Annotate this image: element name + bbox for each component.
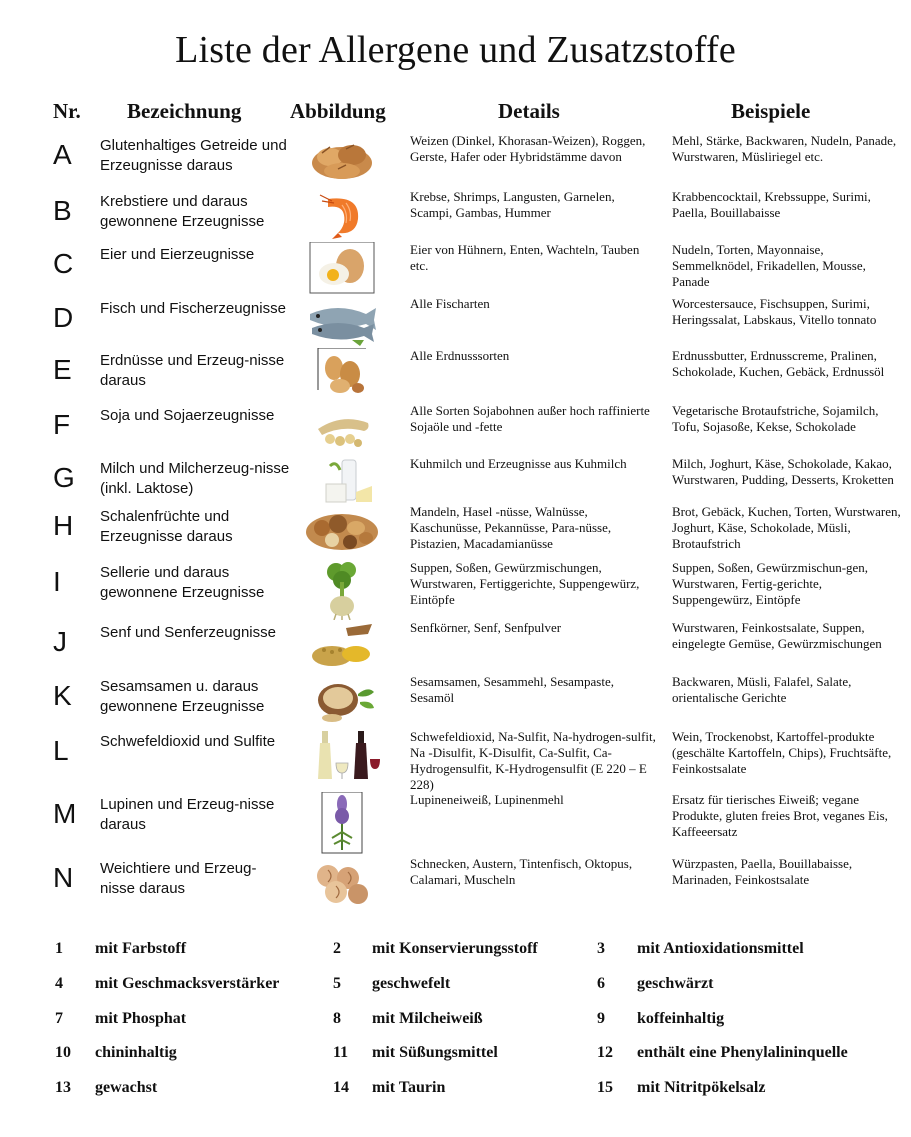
- snail-icon: [302, 856, 382, 908]
- sesame-icon: [302, 674, 382, 726]
- header-beispiele: Beispiele: [731, 99, 811, 123]
- allergen-name: Eier und Eierzeugnisse: [100, 246, 255, 263]
- allergen-details: Kuhmilch und Erzeugnisse aus Kuhmilch: [410, 456, 627, 471]
- header-abbildung: Abbildung: [290, 99, 386, 123]
- allergen-name: Lupinen und Erzeug-nisse daraus: [100, 796, 275, 833]
- allergen-examples: Erdnussbutter, Erdnusscreme, Pralinen, Schokolade, Kuchen, Gebäck, Erdnussöl: [672, 348, 885, 379]
- allergen-name: Senf und Senferzeugnisse: [100, 624, 276, 641]
- allergen-name: Schwefeldioxid und Sulfite: [100, 733, 276, 750]
- additive-number: 5: [333, 975, 341, 992]
- wine-icon: [302, 729, 382, 781]
- shrimp-icon: [302, 189, 382, 241]
- allergen-letter: K: [53, 680, 72, 711]
- additive-label: chininhaltig: [95, 1044, 177, 1061]
- additive-number: 1: [55, 940, 63, 957]
- egg-icon: [302, 242, 382, 294]
- allergen-letter: C: [53, 248, 74, 279]
- allergen-letter: E: [53, 354, 72, 385]
- allergen-details: Krebse, Shrimps, Langusten, Garnelen, Scampi, Gambas, Hummer: [410, 189, 615, 220]
- fish-icon: [302, 296, 382, 348]
- allergen-letter: H: [53, 510, 74, 541]
- additive-label: geschwefelt: [372, 975, 451, 992]
- additive-label: enthält eine Phenylalininquelle: [637, 1044, 848, 1061]
- allergen-letter: M: [53, 798, 77, 829]
- allergen-name: Soja und Sojaerzeugnisse: [100, 407, 275, 424]
- additive-label: mit Süßungsmittel: [372, 1044, 498, 1061]
- allergen-details: Eier von Hühnern, Enten, Wachteln, Tauben etc.: [410, 242, 640, 273]
- soybean-icon: [302, 403, 382, 455]
- allergen-details: Suppen, Soßen, Gewürzmischungen, Wurstwaren, Fertiggerichte, Suppengewürz, Eintöpfe: [410, 560, 640, 607]
- header-details: Details: [498, 99, 560, 123]
- allergen-name: Fisch und Fischerzeugnisse: [100, 300, 286, 317]
- allergen-examples: Ersatz für tierisches Eiweiß; vegane Produkte, gluten freies Brot, veganes Eis, Kaffeeersatz: [672, 792, 888, 839]
- additive-label: mit Taurin: [372, 1079, 446, 1096]
- lupin-icon: [302, 792, 382, 854]
- allergen-details: Senfkörner, Senf, Senfpulver: [410, 620, 562, 635]
- allergen-name: Glutenhaltiges Getreide und Erzeugnisse daraus: [100, 137, 287, 174]
- allergen-details: Alle Fischarten: [410, 296, 490, 311]
- additive-label: mit Milcheiweiß: [372, 1010, 483, 1027]
- celery-icon: [302, 560, 382, 620]
- additive-label: gewachst: [95, 1079, 158, 1096]
- allergen-details: Alle Erdnusssorten: [410, 348, 510, 363]
- allergen-examples: Mehl, Stärke, Backwaren, Nudeln, Panade, Wurstwaren, Müsliriegel etc.: [672, 133, 897, 164]
- allergen-examples: Worcestersauce, Fischsuppen, Surimi, Heringssalat, Labskaus, Vitello tonnato: [672, 296, 877, 327]
- allergen-details: Sesamsamen, Sesammehl, Sesampaste, Sesamöl: [410, 674, 614, 705]
- additive-label: geschwärzt: [637, 975, 714, 992]
- allergen-details: Mandeln, Hasel -nüsse, Walnüsse, Kaschunüsse, Pekannüsse, Para-nüsse, Pistazien, Macadamianüsse: [410, 504, 612, 551]
- allergen-details: Schnecken, Austern, Tintenfisch, Oktopus, Calamari, Muscheln: [410, 856, 633, 887]
- nuts-icon: [302, 504, 382, 556]
- allergen-examples: Brot, Gebäck, Kuchen, Torten, Wurstwaren, Joghurt, Käse, Schokolade, Müsli, Brotaufstrich: [672, 504, 901, 551]
- allergen-name: Milch und Milcherzeug-nisse (inkl. Laktose): [100, 460, 290, 497]
- allergen-letter: J: [53, 626, 67, 657]
- additive-label: mit Antioxidationsmittel: [637, 940, 804, 957]
- bread-icon: [302, 133, 382, 185]
- mustard-icon: [302, 620, 382, 672]
- allergen-examples: Milch, Joghurt, Käse, Schokolade, Kakao, Wurstwaren, Pudding, Desserts, Kroketten: [672, 456, 894, 487]
- allergen-examples: Vegetarische Brotaufstriche, Sojamilch, Tofu, Sojasoße, Kekse, Schokolade: [672, 403, 879, 434]
- allergen-name: Weichtiere und Erzeug-nisse daraus: [100, 860, 257, 897]
- additive-number: 7: [55, 1010, 63, 1027]
- allergen-letter: I: [53, 566, 61, 597]
- allergen-details: Schwefeldioxid, Na-Sulfit, Na-hydrogen-sulfit, Na -Disulfit, K-Disulfit, Ca-Sulfit, Ca-Hydrogensulfit, K-Hydrogensulfit (E 220 – E 228): [410, 729, 656, 792]
- allergen-letter: A: [53, 139, 72, 170]
- milk-icon: [302, 456, 382, 508]
- additive-number: 13: [55, 1079, 71, 1096]
- peanut-icon: [302, 348, 382, 400]
- additive-number: 8: [333, 1010, 341, 1027]
- allergen-details: Weizen (Dinkel, Khorasan-Weizen), Roggen, Gerste, Hafer oder Hybridstämme davon: [410, 133, 646, 164]
- allergen-letter: B: [53, 195, 72, 226]
- page-title: Liste der Allergene und Zusatzstoffe: [175, 29, 736, 71]
- additive-number: 6: [597, 975, 605, 992]
- header-nr: Nr.: [53, 99, 81, 123]
- additive-number: 11: [333, 1044, 349, 1061]
- additive-number: 15: [597, 1079, 613, 1096]
- allergen-letter: G: [53, 462, 75, 493]
- allergen-name: Schalenfrüchte und Erzeugnisse daraus: [100, 508, 233, 545]
- additive-number: 12: [597, 1044, 613, 1061]
- allergen-examples: Suppen, Soßen, Gewürzmischun-gen, Wurstwaren, Fertig-gerichte, Suppengewürz, Eintöpfe: [672, 560, 869, 607]
- additive-label: mit Nitritpökelsalz: [637, 1079, 766, 1096]
- header-bezeichnung: Bezeichnung: [127, 99, 242, 123]
- additive-label: mit Geschmacksverstärker: [95, 975, 280, 992]
- additive-number: 9: [597, 1010, 605, 1027]
- allergen-letter: D: [53, 302, 74, 333]
- additive-label: koffeinhaltig: [637, 1010, 725, 1027]
- allergen-examples: Wurstwaren, Feinkostsalate, Suppen, eingelegte Gemüse, Gewürzmischungen: [672, 620, 882, 651]
- allergen-name: Erdnüsse und Erzeug-nisse daraus: [100, 352, 285, 389]
- allergen-letter: F: [53, 409, 71, 440]
- additive-label: mit Phosphat: [95, 1010, 187, 1027]
- additive-label: mit Konservierungsstoff: [372, 940, 538, 957]
- allergen-examples: Würzpasten, Paella, Bouillabaisse, Marinaden, Feinkostsalate: [672, 856, 853, 887]
- additive-label: mit Farbstoff: [95, 940, 187, 957]
- additive-number: 14: [333, 1079, 349, 1096]
- allergen-name: Sellerie und daraus gewonnene Erzeugnisse: [100, 564, 265, 601]
- additive-number: 2: [333, 940, 341, 957]
- additive-number: 4: [55, 975, 63, 992]
- allergen-name: Krebstiere und daraus gewonnene Erzeugnisse: [100, 193, 265, 230]
- additive-number: 10: [55, 1044, 71, 1061]
- additive-number: 3: [597, 940, 605, 957]
- allergen-letter: N: [53, 862, 74, 893]
- allergen-examples: Krabbencocktail, Krebssuppe, Surimi, Paella, Bouillabaisse: [672, 189, 871, 220]
- allergen-examples: Nudeln, Torten, Mayonnaise, Semmelknödel, Frikadellen, Mousse, Panade: [672, 242, 866, 289]
- allergen-examples: Backwaren, Müsli, Falafel, Salate, orientalische Gerichte: [672, 674, 852, 705]
- allergen-details: Alle Sorten Sojabohnen außer hoch raffinierte Sojaöle und -fette: [410, 403, 650, 434]
- allergen-examples: Wein, Trockenobst, Kartoffel-produkte (geschälte Kartoffeln, Chips), Fruchtsäfte, Feinkostsalate: [672, 729, 892, 776]
- allergen-letter: L: [53, 735, 69, 766]
- allergen-details: Lupineneiweiß, Lupinenmehl: [410, 792, 564, 807]
- allergen-name: Sesamsamen u. daraus gewonnene Erzeugnisse: [100, 678, 265, 715]
